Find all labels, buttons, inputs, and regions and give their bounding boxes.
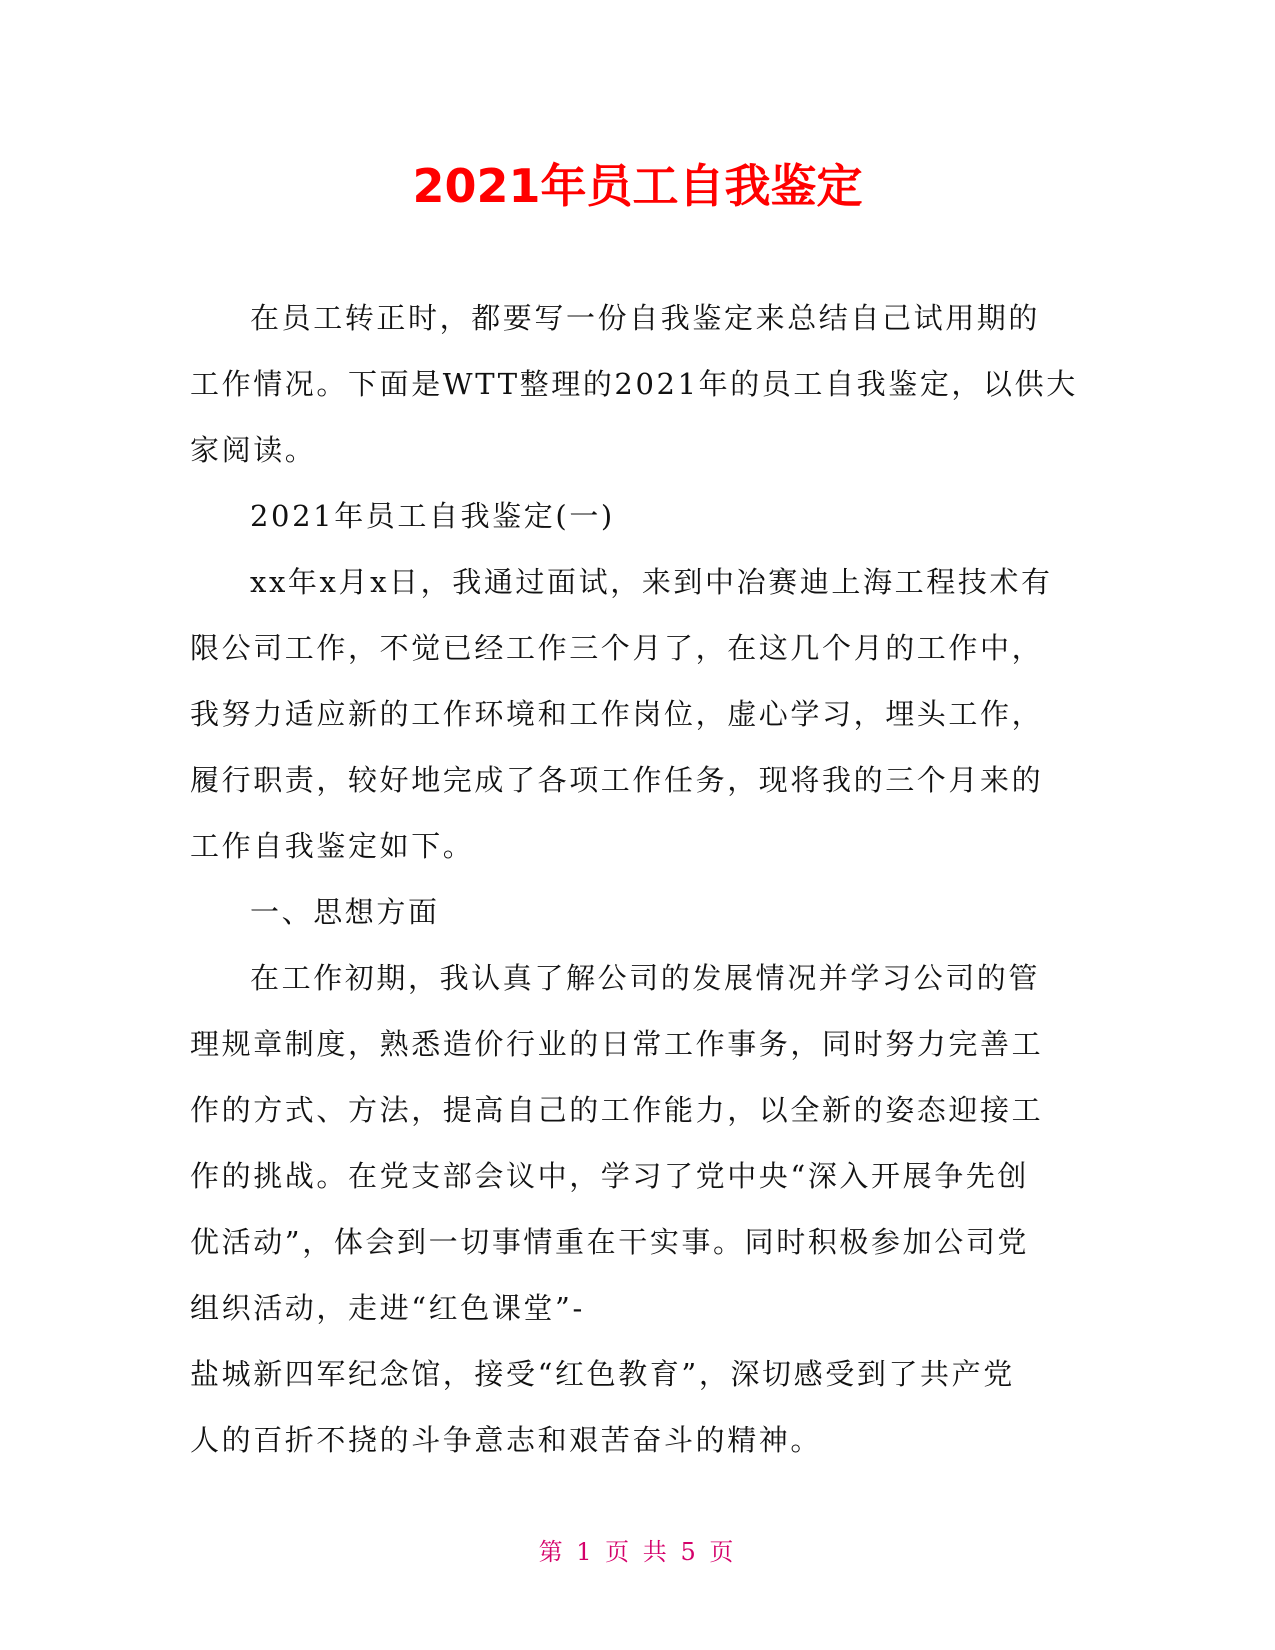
body-line: 盐城新四军纪念馆，接受“红色教育”，深切感受到了共产党 bbox=[190, 1357, 1015, 1391]
body-line: 人的百折不挠的斗争意志和艰苦奋斗的精神。 bbox=[190, 1423, 823, 1457]
document-title: 2021年员工自我鉴定 bbox=[412, 159, 863, 213]
document-body bbox=[190, 285, 1095, 1473]
body-line: 限公司工作，不觉已经工作三个月了，在这几个月的工作中， bbox=[190, 631, 1044, 665]
subsection-heading: 一、思想方面 bbox=[250, 895, 440, 929]
body-line: 优活动”，体会到一切事情重在干实事。同时积极参加公司党 bbox=[190, 1225, 1030, 1259]
body-line: 作的方式、方法，提高自己的工作能力，以全新的姿态迎接工 bbox=[190, 1093, 1044, 1127]
body-line: 作的挑战。在党支部会议中，学习了党中央“深入开展争先创 bbox=[190, 1159, 1030, 1193]
body-line: 理规章制度，熟悉造价行业的日常工作事务，同时努力完善工 bbox=[190, 1027, 1044, 1061]
body-line: 在员工转正时，都要写一份自我鉴定来总结自己试用期的 bbox=[250, 301, 1041, 335]
body-line: 工作自我鉴定如下。 bbox=[190, 829, 475, 863]
body-line: 我努力适应新的工作环境和工作岗位，虚心学习，埋头工作， bbox=[190, 697, 1044, 731]
body-line: 在工作初期，我认真了解公司的发展情况并学习公司的管 bbox=[250, 961, 1041, 995]
page-footer: 第 1 页 共 5 页 bbox=[538, 1538, 737, 1566]
body-line: 履行职责，较好地完成了各项工作任务，现将我的三个月来的 bbox=[190, 763, 1044, 797]
section-heading: 2021年员工自我鉴定(一) bbox=[250, 499, 615, 533]
body-line: 工作情况。下面是WTT整理的2021年的员工自我鉴定，以供大 bbox=[190, 367, 1078, 401]
body-line: 组织活动，走进“红色课堂”- bbox=[190, 1291, 585, 1325]
body-line: xx年x月x日，我通过面试，来到中冶赛迪上海工程技术有 bbox=[250, 565, 1053, 599]
body-line: 家阅读。 bbox=[190, 433, 317, 467]
